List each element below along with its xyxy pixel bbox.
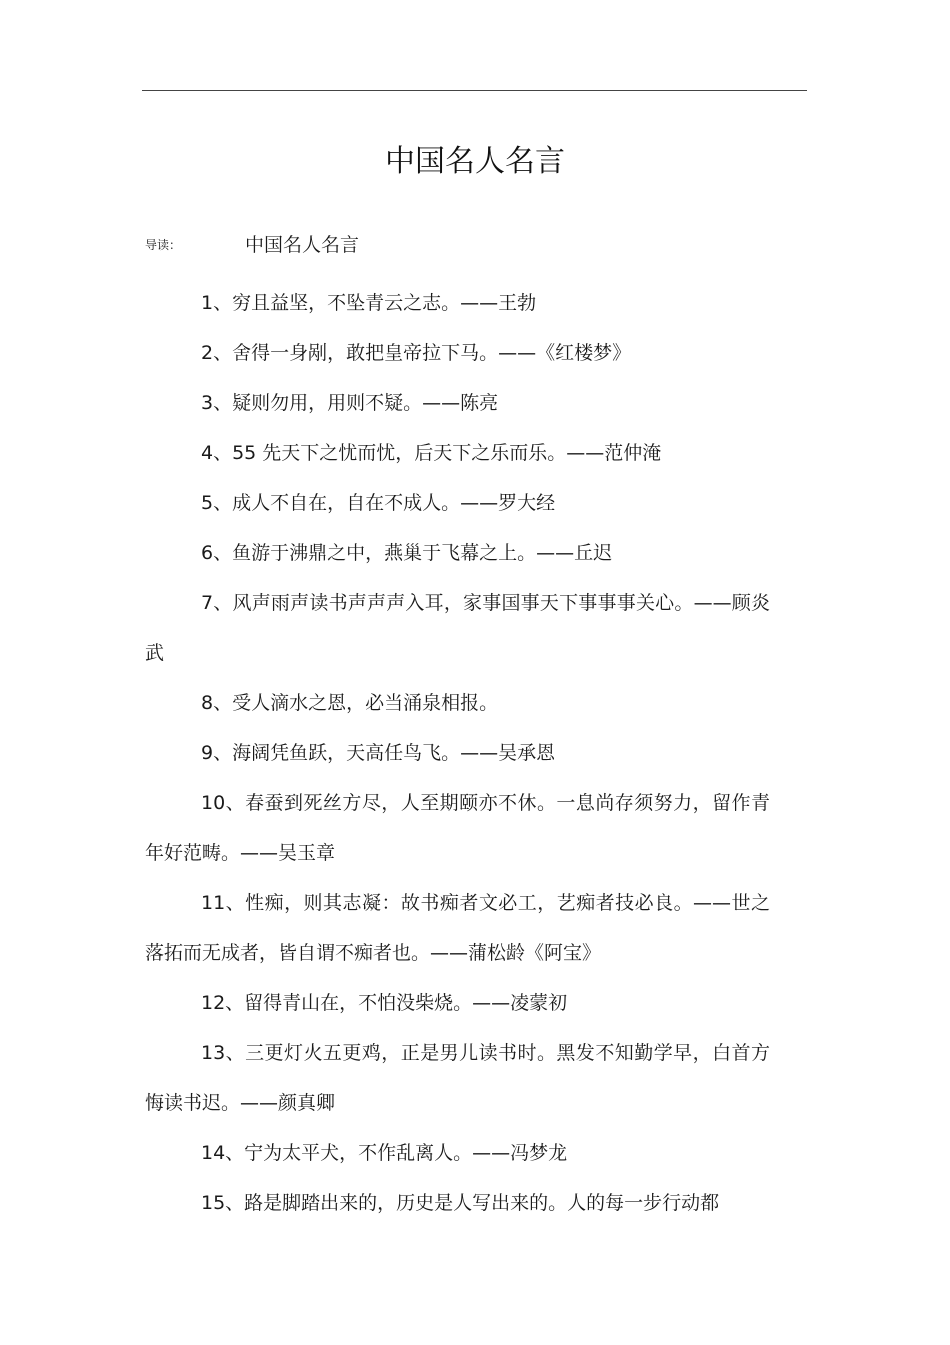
quote-item: 1、穷且益坚，不坠青云之志。——王勃	[201, 292, 537, 314]
quote-item: 10、春蚕到死丝方尽，人至期颐亦不休。一息尚存须努力，留作青年好范畴。——吴玉章	[145, 792, 770, 864]
quote-item: 3、疑则勿用，用则不疑。——陈亮	[201, 392, 499, 414]
lead-line	[145, 230, 785, 260]
quote-item: 7、风声雨声读书声声声入耳，家事国事天下事事事关心。——顾炎武	[145, 592, 770, 664]
lead-label: 导读：	[145, 238, 182, 252]
quote-item: 2、舍得一身剐，敢把皇帝拉下马。——《红楼梦》	[201, 342, 632, 364]
header-rule	[142, 90, 807, 91]
page-title: 中国名人名言	[385, 144, 565, 179]
lead-text: 中国名人名言	[245, 234, 360, 256]
quote-item: 8、受人滴水之恩，必当涌泉相报。	[201, 692, 499, 714]
quote-item: 12、留得青山在，不怕没柴烧。——凌蒙初	[201, 992, 568, 1014]
quote-item: 13、三更灯火五更鸡，正是男儿读书时。黑发不知勤学早，白首方悔读书迟。——颜真卿	[145, 1042, 770, 1114]
quote-item: 11、性痴，则其志凝：故书痴者文必工，艺痴者技必良。——世之落拓而无成者，皆自谓不痴者也。——蒲松龄《阿宝》	[145, 892, 770, 964]
quote-item: 14、宁为太平犬，不作乱离人。——冯梦龙	[201, 1142, 568, 1164]
quote-item: 9、海阔凭鱼跃，天高任鸟飞。——吴承恩	[201, 742, 556, 764]
quote-item: 5、成人不自在，自在不成人。——罗大经	[201, 492, 556, 514]
quote-item: 15、路是脚踏出来的，历史是人写出来的。人的每一步行动都	[201, 1192, 720, 1214]
quote-list	[145, 278, 770, 1228]
quote-item: 6、鱼游于沸鼎之中，燕巢于飞幕之上。——丘迟	[201, 542, 613, 564]
quote-item: 4、55 先天下之忧而忧，后天下之乐而乐。——范仲淹	[201, 442, 662, 464]
